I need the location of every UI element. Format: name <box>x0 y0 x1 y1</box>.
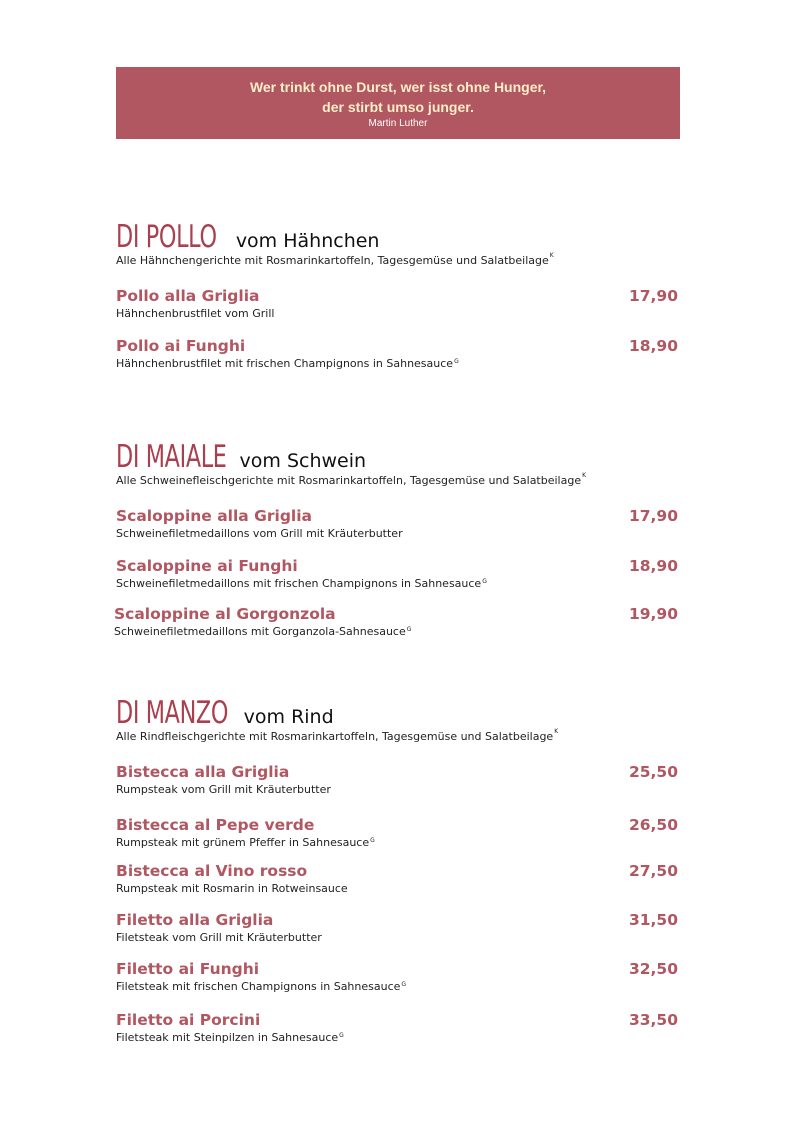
item-price: 33,50 <box>628 1011 678 1029</box>
section-subtitle: vom Hähnchen <box>235 230 380 252</box>
section-heading <box>116 439 681 475</box>
section-manzo <box>116 695 681 1044</box>
menu-item <box>116 910 681 945</box>
item-name: Filetto ai Funghi <box>116 960 260 978</box>
item-price: 17,90 <box>628 507 678 525</box>
menu-item <box>114 604 679 639</box>
menu-item <box>116 762 681 797</box>
section-title: DI MAIALE <box>116 439 227 475</box>
section-subtitle: vom Schwein <box>239 450 367 472</box>
allergen-marker: G <box>401 981 407 988</box>
menu-item <box>116 861 681 896</box>
allergen-marker: K <box>549 252 554 259</box>
menu-item <box>116 506 681 541</box>
item-description: Rumpsteak mit grünem Pfeffer in Sahnesauce$^G$ <box>116 836 375 849</box>
item-description: Schweinefiletmedaillons vom Grill mit Kräuterbutter <box>116 527 403 540</box>
item-price: 18,90 <box>628 337 678 355</box>
menu-item <box>116 1010 681 1045</box>
item-description: Hähnchenbrustfilet mit frischen Champignons in Sahnesauce$^G$ <box>116 357 459 370</box>
section-pollo <box>116 219 681 370</box>
menu-item <box>116 286 681 321</box>
item-name: Scaloppine ai Funghi <box>116 557 298 575</box>
section-maiale <box>114 439 681 638</box>
item-description: Filetsteak mit Steinpilzen in Sahnesauce$^G$ <box>116 1031 344 1044</box>
item-price: 17,90 <box>628 287 678 305</box>
item-price: 31,50 <box>628 911 678 929</box>
quote-line-2: der stirbt umso junger. <box>322 99 474 115</box>
section-subtitle: vom Rind <box>243 706 334 728</box>
section-title: DI POLLO <box>116 219 217 255</box>
item-name: Filetto ai Porcini <box>116 1011 261 1029</box>
allergen-marker: G <box>454 358 459 365</box>
quote-banner <box>116 67 680 139</box>
allergen-marker: K <box>554 728 559 735</box>
item-name: Scaloppine alla Griglia <box>116 507 313 525</box>
item-price: 25,50 <box>628 763 678 781</box>
item-price: 27,50 <box>628 862 678 880</box>
section-title: DI MANZO <box>116 695 229 731</box>
item-price: 18,90 <box>628 557 678 575</box>
item-price: 32,50 <box>628 960 678 978</box>
allergen-marker: K <box>582 472 587 479</box>
item-description: Hähnchenbrustfilet vom Grill <box>116 307 275 320</box>
item-price: 26,50 <box>628 816 678 834</box>
item-name: Pollo alla Griglia <box>116 287 260 305</box>
allergen-marker: G <box>482 578 487 585</box>
menu-item <box>116 556 681 591</box>
item-description: Filetsteak mit frischen Champignons in Sahnesauce$^G$ <box>116 980 407 993</box>
item-description: Schweinefiletmedaillons mit Gorganzola-Sahnesauce$^G$ <box>114 625 412 638</box>
allergen-marker: G <box>406 626 412 633</box>
item-name: Bistecca alla Griglia <box>116 763 290 781</box>
item-description: Schweinefiletmedaillons mit frischen Champignons in Sahnesauce$^G$ <box>116 577 487 590</box>
allergen-marker: G <box>339 1032 344 1039</box>
item-name: Bistecca al Pepe verde <box>116 816 315 834</box>
item-name: Scaloppine al Gorgonzola <box>114 605 336 623</box>
section-description: Alle Schweinefleischgerichte mit Rosmarinkartoffeln, Tagesgemüse und Salatbeilage$^K$ <box>116 472 587 487</box>
item-description: Rumpsteak mit Rosmarin in Rotweinsauce <box>116 882 348 895</box>
menu-item <box>116 959 681 994</box>
section-heading <box>116 219 681 255</box>
allergen-marker: G <box>370 837 375 844</box>
item-name: Bistecca al Vino rosso <box>116 862 308 880</box>
quote-author: Martin Luther <box>368 118 428 129</box>
quote-line-1: Wer trinkt ohne Durst, wer isst ohne Hunger, <box>249 79 547 95</box>
item-price: 19,90 <box>628 605 678 623</box>
item-name: Filetto alla Griglia <box>116 911 274 929</box>
menu-item <box>116 815 681 850</box>
item-name: Pollo ai Funghi <box>116 337 246 355</box>
item-description: Rumpsteak vom Grill mit Kräuterbutter <box>116 783 331 796</box>
section-description: Alle Rindfleischgerichte mit Rosmarinkartoffeln, Tagesgemüse und Salatbeilage$^K$ <box>116 728 559 743</box>
section-heading <box>116 695 681 731</box>
item-description: Filetsteak vom Grill mit Kräuterbutter <box>116 931 322 944</box>
menu-item <box>116 336 681 371</box>
section-description: Alle Hähnchengerichte mit Rosmarinkartoffeln, Tagesgemüse und Salatbeilage$^K$ <box>116 252 554 267</box>
